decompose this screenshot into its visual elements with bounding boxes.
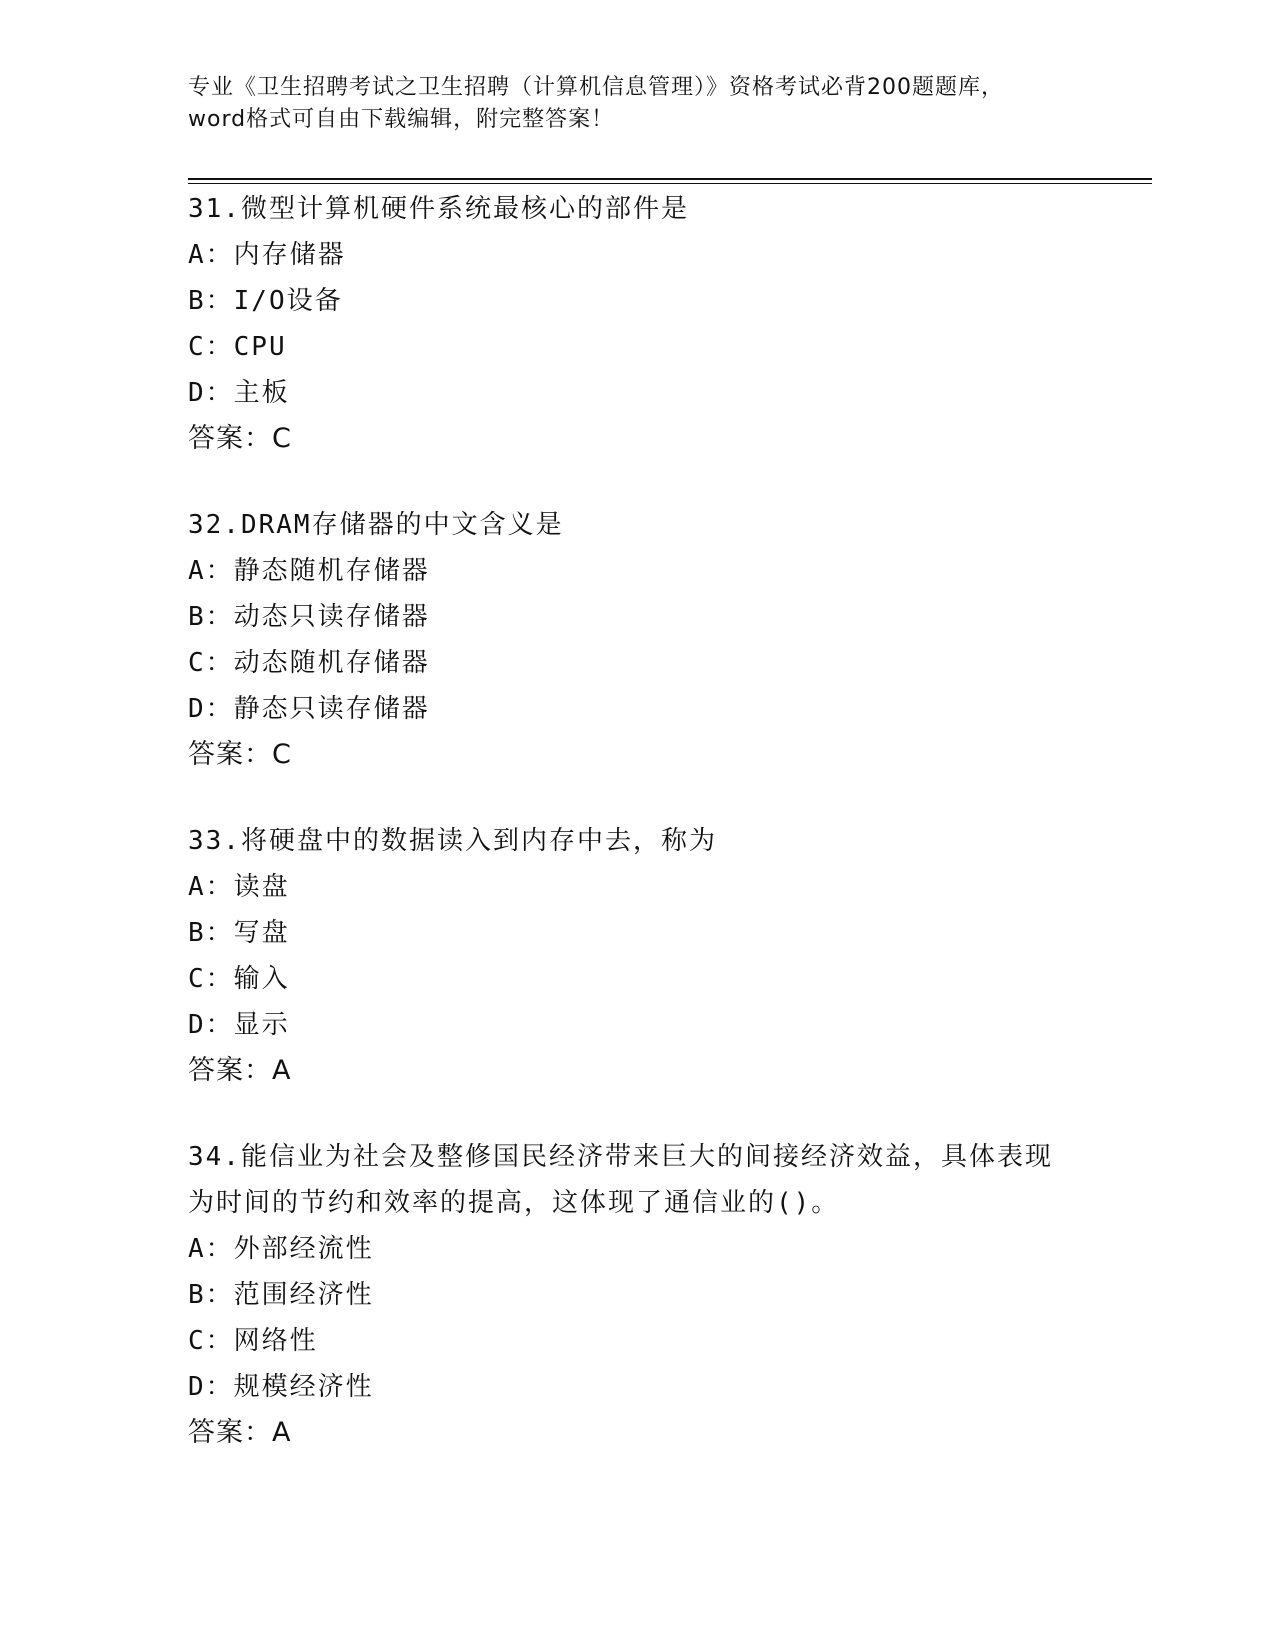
question-31	[188, 186, 1088, 462]
option-b: B：动态只读存储器	[188, 602, 430, 632]
option-b: B：I/O设备	[188, 286, 343, 316]
option-c: C：输入	[188, 964, 290, 994]
option-a: A：内存储器	[188, 240, 346, 270]
answer: 答案：C	[188, 739, 292, 770]
question-stem-line-1: 34.能信业为社会及整修国民经济带来巨大的间接经济效益，具体表现	[188, 1142, 1053, 1172]
question-34	[188, 1134, 1088, 1456]
option-c: C：动态随机存储器	[188, 648, 430, 678]
question-stem: 31.微型计算机硬件系统最核心的部件是	[188, 194, 689, 224]
header-line-1: 专业《卫生招聘考试之卫生招聘（计算机信息管理）》资格考试必背200题题库，	[188, 75, 1004, 100]
option-a: A：外部经流性	[188, 1234, 374, 1264]
question-33	[188, 818, 1088, 1094]
option-d: D：规模经济性	[188, 1372, 374, 1402]
header-divider-thick	[188, 178, 1152, 180]
option-b: B：范围经济性	[188, 1280, 374, 1310]
header-line-2: word格式可自由下载编辑，附完整答案！	[188, 107, 615, 132]
option-d: D：主板	[188, 378, 290, 408]
document-header	[188, 72, 1088, 136]
option-d: D：静态只读存储器	[188, 694, 430, 724]
question-stem-line-2: 为时间的节约和效率的提高，这体现了通信业的()。	[188, 1188, 840, 1218]
option-c: C：网络性	[188, 1326, 318, 1356]
option-a: A：静态随机存储器	[188, 556, 430, 586]
question-stem: 32.DRAM存储器的中文含义是	[188, 510, 564, 540]
answer: 答案：A	[188, 1417, 292, 1448]
question-stem: 33.将硬盘中的数据读入到内存中去，称为	[188, 826, 717, 856]
header-divider-thin	[188, 183, 1152, 184]
option-a: A：读盘	[188, 872, 290, 902]
question-32	[188, 502, 1088, 778]
option-c: C：CPU	[188, 332, 287, 362]
option-b: B：写盘	[188, 918, 290, 948]
answer: 答案：A	[188, 1055, 292, 1086]
answer: 答案：C	[188, 423, 292, 454]
option-d: D：显示	[188, 1010, 290, 1040]
